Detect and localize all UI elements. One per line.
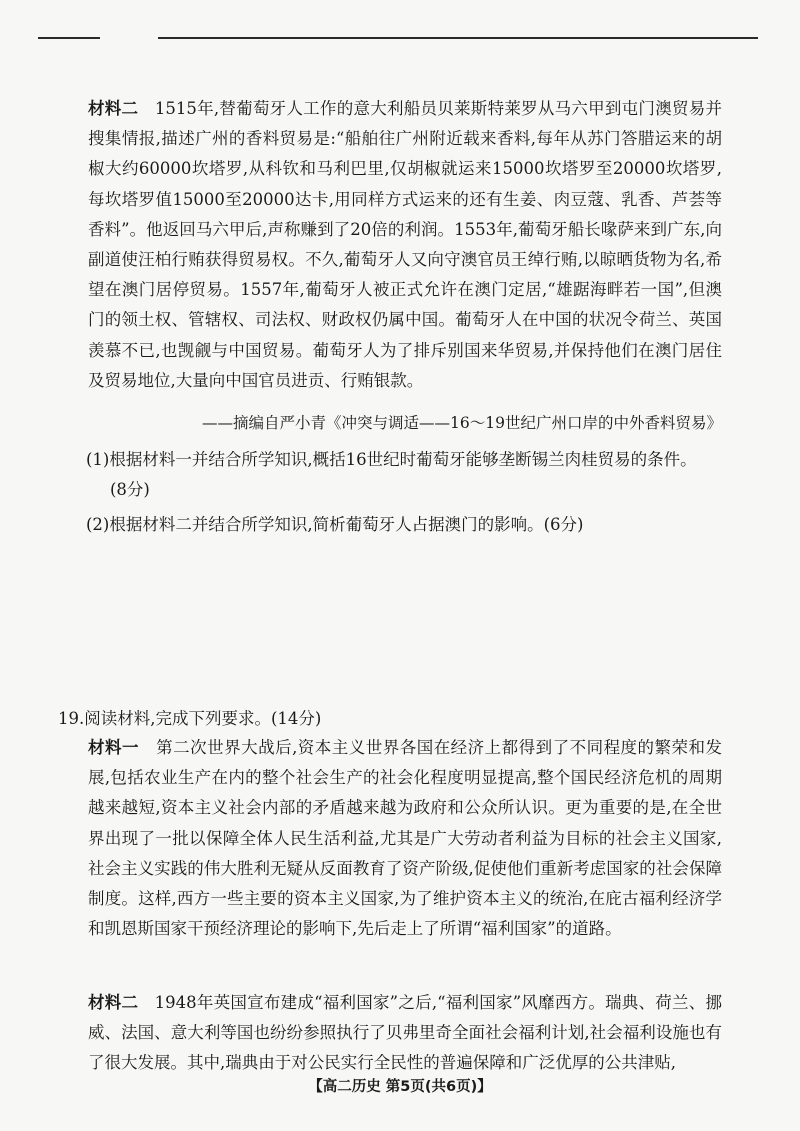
question-2: (2)根据材料二并结合所学知识,简析葡萄牙人占据澳门的影响。(6分) [86,515,584,534]
question-1-points: (8分) [110,480,150,499]
passage-text: 1948年英国宣布建成“福利国家”之后,“福利国家”风靡西方。瑞典、荷兰、挪威、法国、意大利等国也纷纷参照执行了贝弗里奇全面社会福利计划,社会福利设施也有了很大发展。其中,瑞典由于对公民实行全民性的普遍保障和广泛优厚的公共津贴, [88,993,722,1073]
passage-label: 材料二 [88,993,139,1012]
passage-label: 材料一 [88,738,139,757]
passage-material-two-welfare [88,988,722,1079]
passage-material-two-macau [88,94,722,396]
passage-text: 1515年,替葡萄牙人工作的意大利船员贝莱斯特莱罗从马六甲到屯门澳贸易并搜集情报,描述广州的香料贸易是:“船舶往广州附近载来香料,每年从苏门答腊运来的胡椒大约60000坎塔罗,从科钦和马利巴里,仅胡椒就运来15000坎塔罗至20000坎塔罗,每坎塔罗值15000至20000达卡,用同样方式运来的还有生姜、肉豆蔻、乳香、芦荟等香料”。他返回马六甲后,声称赚到了20倍的利润。1553年,葡萄牙船长喙萨来到广东,向副道使汪柏行贿获得贸易权。不久,葡萄牙人又向守澳官员王绰行贿,以晾晒货物为名,希望在澳门居停贸易。1557年,葡萄牙人被正式允许在澳门定居,“雄踞海畔若一国”,但澳门的领土权、管辖权、司法权、财政权仍属中国。葡萄牙人在中国的状况令荷兰、英国羡慕不已,也觊觎与中国贸易。葡萄牙人为了排斥别国来华贸易,并保持他们在澳门居住及贸易地位,大量向中国官员进贡、行贿银款。 [88,99,722,390]
source-citation: ——摘编自严小青《冲突与调适——16～19世纪广州口岸的中外香料贸易》 [202,414,722,432]
top-rule-left [38,37,100,39]
page-footer: 【高二历史 第5页(共6页)】 [308,1079,492,1095]
passage-material-one-welfare [88,733,722,944]
question-19-heading: 19.阅读材料,完成下列要求。(14分) [58,709,322,728]
passage-label: 材料二 [88,99,139,118]
question-1: (1)根据材料一并结合所学知识,概括16世纪时葡萄牙能够垄断锡兰肉桂贸易的条件。 [86,450,697,469]
passage-text: 第二次世界大战后,资本主义世界各国在经济上都得到了不同程度的繁荣和发展,包括农业生产在内的整个社会生产的社会化程度明显提高,整个国民经济危机的周期越来越短,资本主义社会内部的矛盾越来越为政府和公众所认识。更为重要的是,在全世界出现了一批以保障全体人民生活利益,尤其是广大劳动者利益为目标的社会主义国家,社会主义实践的伟大胜利无疑从反面教育了资产阶级,促使他们重新考虑国家的社会保障制度。这样,西方一些主要的资本主义国家,为了维护资本主义的统治,在庇古福利经济学和凯恩斯国家干预经济理论的影响下,先后走上了所谓“福利国家”的道路。 [88,738,722,939]
top-rule-right [158,37,758,39]
